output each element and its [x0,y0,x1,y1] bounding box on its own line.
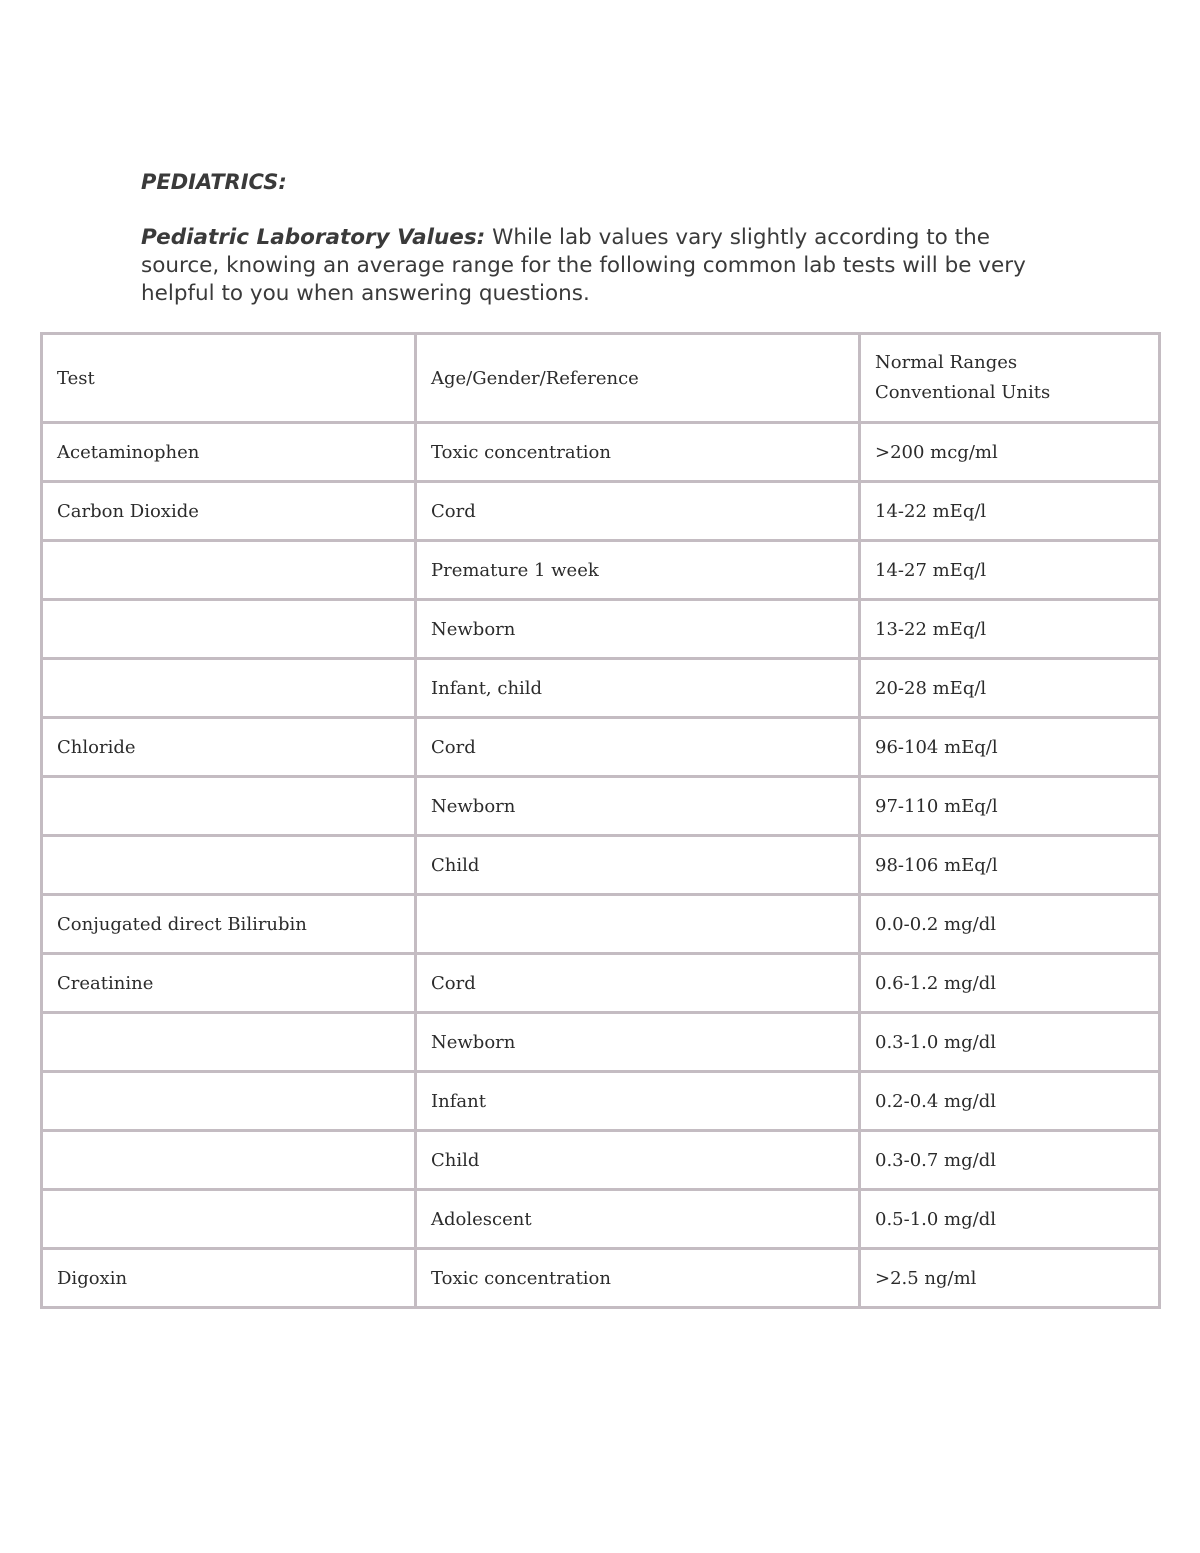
table-header-row [42,334,1160,423]
lab-values-table [40,332,1161,1309]
intro-lead: Pediatric Laboratory Values: [141,225,486,250]
cell-test: Digoxin [42,1249,416,1308]
header-range-line1: Normal Ranges [875,352,1018,373]
cell-range: 20-28 mEq/l [860,659,1160,718]
table-row [42,600,1160,659]
cell-range: 98-106 mEq/l [860,836,1160,895]
table-row [42,954,1160,1013]
cell-range: 14-27 mEq/l [860,541,1160,600]
cell-reference [416,895,860,954]
cell-test [42,1131,416,1190]
cell-range: 0.6-1.2 mg/dl [860,954,1160,1013]
table-row [42,1072,1160,1131]
cell-test: Carbon Dioxide [42,482,416,541]
header-range [860,334,1160,423]
table-row [42,482,1160,541]
table-row [42,777,1160,836]
cell-range: 14-22 mEq/l [860,482,1160,541]
cell-test [42,541,416,600]
cell-reference: Toxic concentration [416,1249,860,1308]
cell-reference: Cord [416,482,860,541]
cell-test [42,659,416,718]
cell-range: 0.5-1.0 mg/dl [860,1190,1160,1249]
cell-reference: Premature 1 week [416,541,860,600]
cell-test [42,600,416,659]
intro-text: While lab values vary slightly according to the source, knowing an average range for the following common lab tests will be very helpful to you when answering questions. [141,225,1026,306]
cell-test: Conjugated direct Bilirubin [42,895,416,954]
cell-range: >2.5 ng/ml [860,1249,1160,1308]
header-range-line2: Conventional Units [875,382,1051,403]
table-row [42,541,1160,600]
cell-reference: Child [416,836,860,895]
cell-test: Creatinine [42,954,416,1013]
table-row [42,659,1160,718]
cell-test: Acetaminophen [42,423,416,482]
table-row [42,1013,1160,1072]
cell-reference: Toxic concentration [416,423,860,482]
cell-range: 0.2-0.4 mg/dl [860,1072,1160,1131]
table-row [42,836,1160,895]
cell-range: 96-104 mEq/l [860,718,1160,777]
table-row [42,895,1160,954]
cell-test [42,836,416,895]
cell-test [42,1190,416,1249]
cell-reference: Cord [416,954,860,1013]
table-row [42,1131,1160,1190]
header-reference: Age/Gender/Reference [416,334,860,423]
cell-test [42,1072,416,1131]
cell-test [42,777,416,836]
cell-range: 0.3-1.0 mg/dl [860,1013,1160,1072]
table-row [42,1249,1160,1308]
cell-reference: Infant, child [416,659,860,718]
cell-range: >200 mcg/ml [860,423,1160,482]
section-heading: PEDIATRICS: [141,170,287,194]
cell-range: 0.0-0.2 mg/dl [860,895,1160,954]
cell-reference: Newborn [416,600,860,659]
cell-range: 97-110 mEq/l [860,777,1160,836]
header-test: Test [42,334,416,423]
cell-reference: Newborn [416,777,860,836]
intro-paragraph [141,224,1061,308]
cell-range: 0.3-0.7 mg/dl [860,1131,1160,1190]
cell-reference: Infant [416,1072,860,1131]
table-row [42,423,1160,482]
cell-reference: Child [416,1131,860,1190]
cell-reference: Cord [416,718,860,777]
table-row [42,1190,1160,1249]
cell-range: 13-22 mEq/l [860,600,1160,659]
table-row [42,718,1160,777]
cell-test: Chloride [42,718,416,777]
cell-reference: Adolescent [416,1190,860,1249]
cell-test [42,1013,416,1072]
cell-reference: Newborn [416,1013,860,1072]
